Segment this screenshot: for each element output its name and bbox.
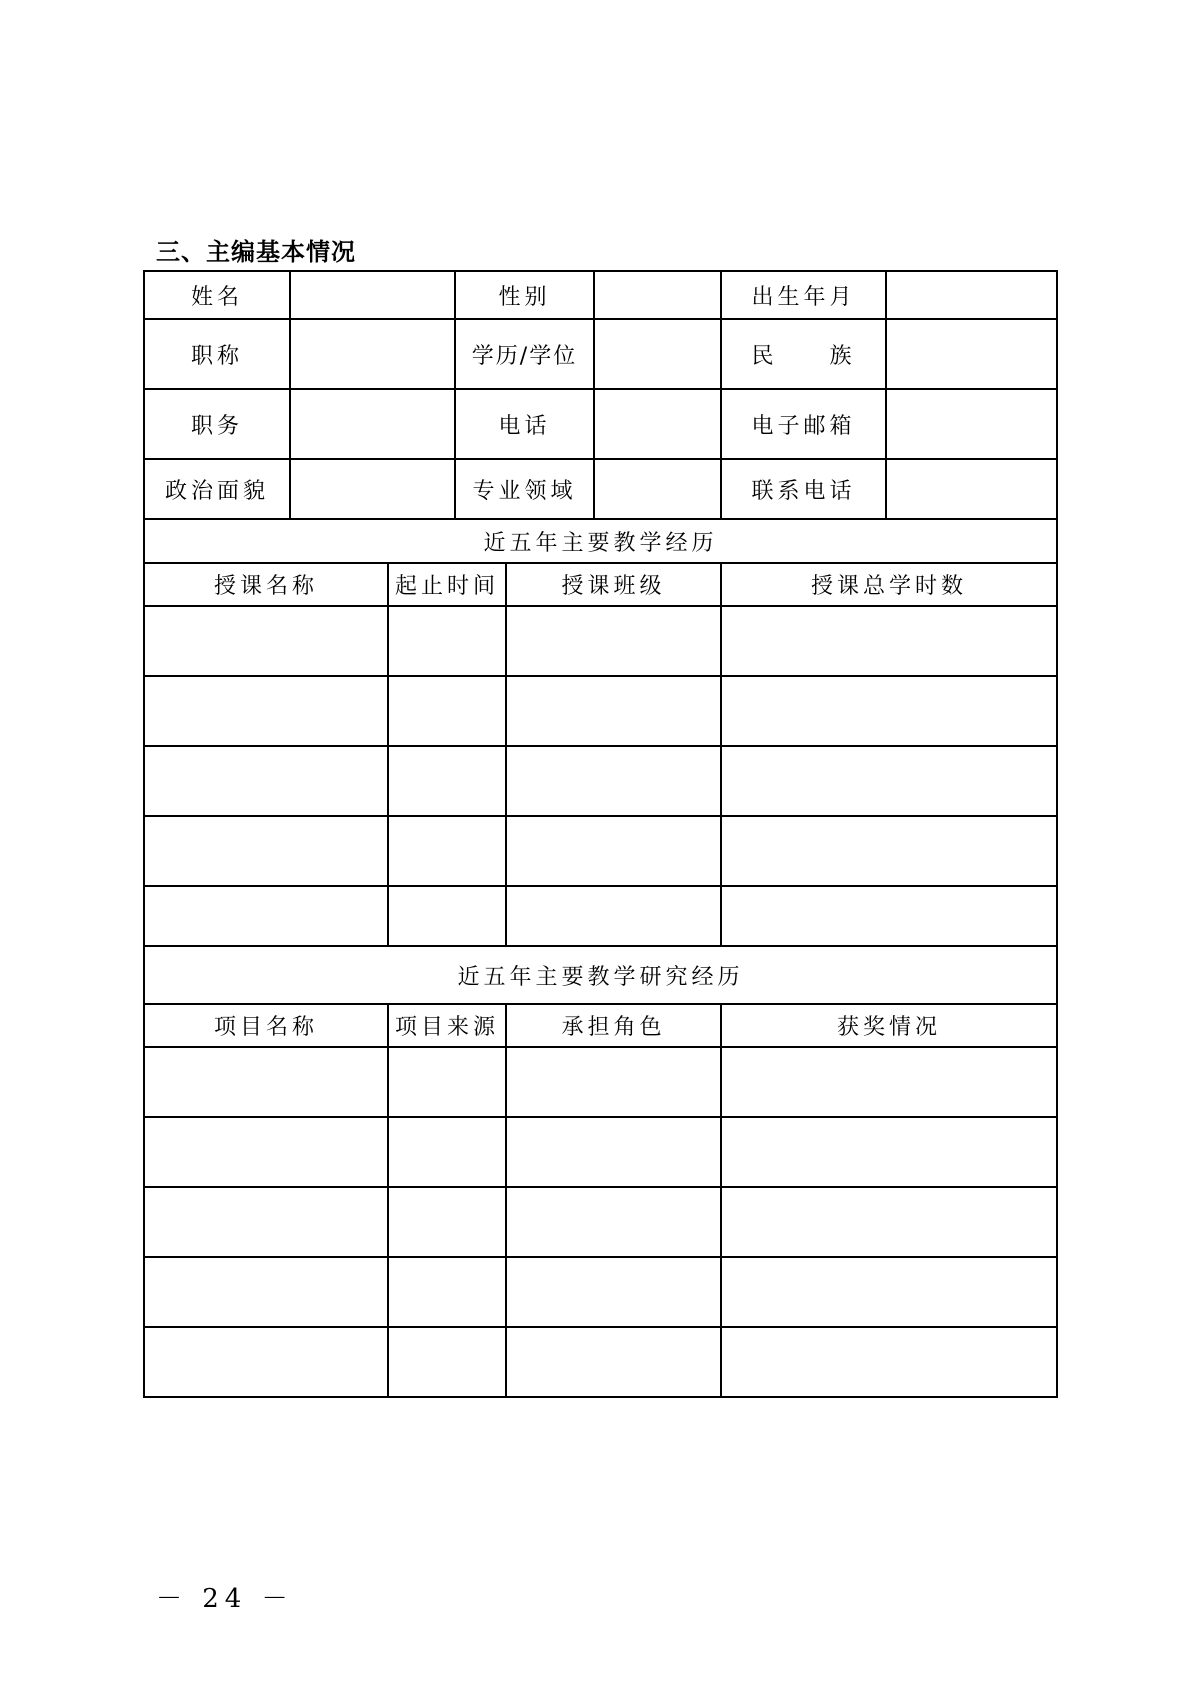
email-label: 电子邮箱	[721, 389, 886, 459]
research-cell[interactable]	[388, 1047, 506, 1117]
table-row	[144, 746, 1057, 816]
research-cell[interactable]	[721, 1047, 1057, 1117]
table-row	[144, 1187, 1057, 1257]
education-label: 学历/学位	[455, 319, 594, 389]
gender-value-cell[interactable]	[594, 271, 721, 319]
teaching-cell[interactable]	[506, 746, 721, 816]
research-cell[interactable]	[144, 1047, 388, 1117]
table-row	[144, 816, 1057, 886]
research-cell[interactable]	[388, 1257, 506, 1327]
position-label: 职务	[144, 389, 290, 459]
research-cell[interactable]	[388, 1327, 506, 1397]
teaching-cell[interactable]	[388, 746, 506, 816]
table-row	[144, 1047, 1057, 1117]
basic-row-3	[144, 389, 1057, 459]
teaching-cell[interactable]	[388, 886, 506, 946]
research-cell[interactable]	[144, 1327, 388, 1397]
table-row	[144, 676, 1057, 746]
research-header-role: 承担角色	[506, 1004, 721, 1047]
teaching-cell[interactable]	[721, 886, 1057, 946]
basic-row-2	[144, 319, 1057, 389]
teaching-header-row	[144, 563, 1057, 606]
research-cell[interactable]	[721, 1187, 1057, 1257]
table-row	[144, 886, 1057, 946]
research-cell[interactable]	[506, 1117, 721, 1187]
research-cell[interactable]	[144, 1187, 388, 1257]
teaching-cell[interactable]	[506, 676, 721, 746]
teaching-cell[interactable]	[144, 746, 388, 816]
research-header-source: 项目来源	[388, 1004, 506, 1047]
teaching-cell[interactable]	[388, 676, 506, 746]
ethnicity-value-cell[interactable]	[886, 319, 1057, 389]
research-title: 近五年主要教学研究经历	[144, 946, 1057, 1004]
birth-label: 出生年月	[721, 271, 886, 319]
section-title: 三、主编基本情况	[156, 237, 356, 266]
teaching-cell[interactable]	[506, 816, 721, 886]
name-label: 姓名	[144, 271, 290, 319]
teaching-cell[interactable]	[721, 816, 1057, 886]
political-label: 政治面貌	[144, 459, 290, 519]
ethnicity-label: 民 族	[721, 319, 886, 389]
phone-value-cell[interactable]	[594, 389, 721, 459]
research-cell[interactable]	[721, 1257, 1057, 1327]
name-value-cell[interactable]	[290, 271, 455, 319]
teaching-cell[interactable]	[721, 746, 1057, 816]
teaching-cell[interactable]	[721, 606, 1057, 676]
title-value-cell[interactable]	[290, 319, 455, 389]
research-cell[interactable]	[388, 1187, 506, 1257]
teaching-cell[interactable]	[388, 816, 506, 886]
editor-info-table	[143, 270, 1058, 1398]
teaching-cell[interactable]	[144, 676, 388, 746]
research-cell[interactable]	[721, 1327, 1057, 1397]
teaching-cell[interactable]	[506, 606, 721, 676]
teaching-title-row	[144, 519, 1057, 563]
teaching-cell[interactable]	[144, 886, 388, 946]
basic-row-1	[144, 271, 1057, 319]
teaching-title: 近五年主要教学经历	[144, 519, 1057, 563]
page-number: － 24 －	[156, 1584, 294, 1614]
position-value-cell[interactable]	[290, 389, 455, 459]
research-header-awards: 获奖情况	[721, 1004, 1057, 1047]
teaching-cell[interactable]	[144, 606, 388, 676]
phone-label: 电话	[455, 389, 594, 459]
gender-label: 性别	[455, 271, 594, 319]
research-cell[interactable]	[144, 1117, 388, 1187]
teaching-cell[interactable]	[506, 886, 721, 946]
basic-row-4	[144, 459, 1057, 519]
teaching-cell[interactable]	[144, 816, 388, 886]
field-label: 专业领域	[455, 459, 594, 519]
teaching-header-class: 授课班级	[506, 563, 721, 606]
political-value-cell[interactable]	[290, 459, 455, 519]
research-title-row	[144, 946, 1057, 1004]
research-cell[interactable]	[721, 1117, 1057, 1187]
research-cell[interactable]	[506, 1187, 721, 1257]
teaching-header-course: 授课名称	[144, 563, 388, 606]
research-cell[interactable]	[506, 1327, 721, 1397]
title-label: 职称	[144, 319, 290, 389]
field-value-cell[interactable]	[594, 459, 721, 519]
research-header-project: 项目名称	[144, 1004, 388, 1047]
research-header-row	[144, 1004, 1057, 1047]
table-row	[144, 1117, 1057, 1187]
teaching-header-hours: 授课总学时数	[721, 563, 1057, 606]
teaching-header-period: 起止时间	[388, 563, 506, 606]
research-cell[interactable]	[506, 1257, 721, 1327]
education-value-cell[interactable]	[594, 319, 721, 389]
research-cell[interactable]	[388, 1117, 506, 1187]
birth-value-cell[interactable]	[886, 271, 1057, 319]
research-cell[interactable]	[144, 1257, 388, 1327]
table-row	[144, 1327, 1057, 1397]
teaching-cell[interactable]	[388, 606, 506, 676]
table-row	[144, 1257, 1057, 1327]
teaching-cell[interactable]	[721, 676, 1057, 746]
email-value-cell[interactable]	[886, 389, 1057, 459]
research-cell[interactable]	[506, 1047, 721, 1117]
contact-label: 联系电话	[721, 459, 886, 519]
contact-value-cell[interactable]	[886, 459, 1057, 519]
table-row	[144, 606, 1057, 676]
